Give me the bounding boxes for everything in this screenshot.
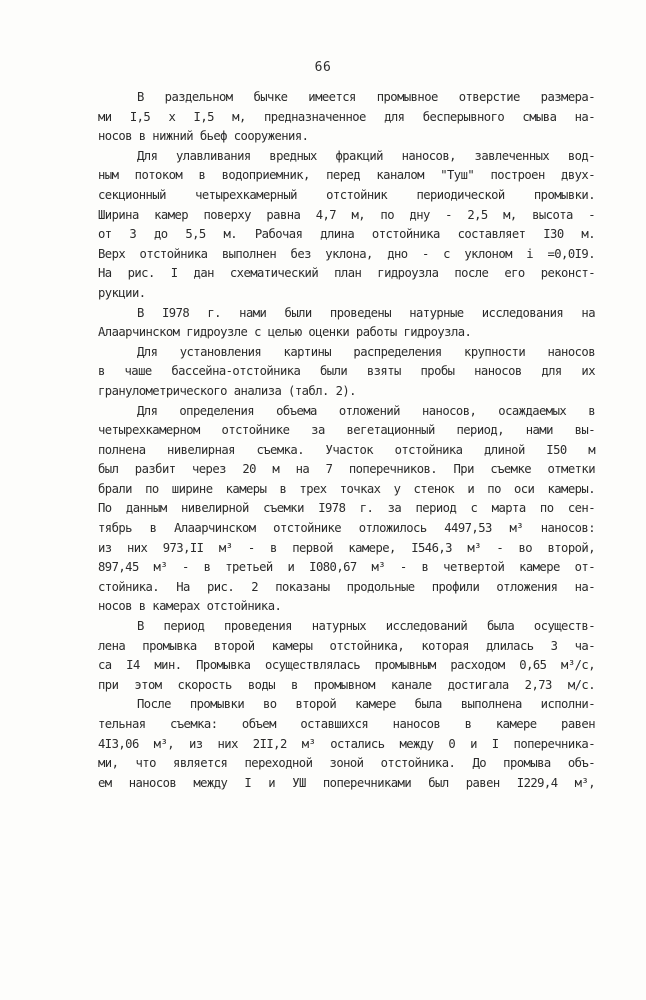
text-line: Верх отстойника выполнен без уклона, дно - с уклоном i =0,0I9.	[98, 246, 595, 261]
text-line: тябрь в Алаарчинском отстойнике отложилось 4497,53 м³ наносов:	[98, 521, 595, 536]
text-line: стойника. На рис. 2 показаны продольные профили отложения на-	[98, 579, 595, 594]
text-line: из них 973,II м³ - в первой камере, I546,3 м³ - во второй,	[98, 540, 595, 555]
text-line: лена промывка второй камеры отстойника, которая длилась 3 ча-	[98, 638, 595, 653]
text-line: брали по ширине камеры в трех точках у стенок и по оси камеры.	[98, 481, 595, 496]
text-line: рукции.	[98, 285, 146, 300]
text-line: секционный четырехкамерный отстойник периодической промывки.	[98, 187, 595, 202]
text-line: ным потоком в водоприемник, перед каналом "Туш" построен двух-	[98, 168, 595, 183]
text-line: В I978 г. нами были проведены натурные исследования на	[137, 305, 595, 320]
text-line: ем наносов между I и УШ поперечниками был равен I229,4 м³,	[98, 775, 595, 790]
text-line: тельная съемка: объем оставшихся наносов в камере равен	[98, 717, 595, 731]
text-line: Для улавливания вредных фракций наносов, завлеченных вод-	[137, 148, 595, 163]
text-line: са I4 мин. Промывка осуществлялась промывным расходом 0,65 м³/с,	[98, 658, 595, 673]
text-line: был разбит через 20 м на 7 поперечников. При съемке отметки	[98, 462, 595, 477]
text-line: четырехкамерном отстойнике за вегетационный период, нами вы-	[98, 423, 595, 438]
text-line: полнена нивелирная съемка. Участок отстойника длиной I50 м	[98, 442, 595, 457]
text-line: гранулометрического анализа (табл. 2).	[98, 383, 356, 398]
body-text	[98, 88, 595, 793]
text-line: Для установления картины распределения крупности наносов	[137, 344, 595, 359]
text-line: в чаше бассейна-отстойника были взяты пробы наносов для их	[98, 364, 595, 379]
text-line: На рис. I дан схематический план гидроузла после его реконст-	[98, 266, 595, 281]
text-line: носов в камерах отстойника.	[98, 599, 282, 614]
text-line: В раздельном бычке имеется промывное отверстие размера-	[137, 90, 595, 104]
page-number: 66	[314, 60, 332, 75]
text-line: ми, что является переходной зоной отстойника. До промыва объ-	[98, 756, 595, 771]
text-line: После промывки во второй камере была выполнена исполни-	[137, 697, 595, 712]
text-line: 897,45 м³ - в третьей и I080,67 м³ - в четвертой камере от-	[98, 560, 595, 575]
text-line: ми I,5 х I,5 м, предназначенное для бесперывного смыва на-	[98, 109, 595, 124]
text-line: 4I3,06 м³, из них 2II,2 м³ остались между 0 и I поперечника-	[98, 736, 595, 751]
text-line: Для определения объема отложений наносов, осаждаемых в	[137, 403, 595, 418]
text-line: носов в нижний бьеф сооружения.	[98, 129, 309, 144]
text-line: при этом скорость воды в промывном канале достигала 2,73 м/с.	[98, 677, 595, 692]
text-line: от 3 до 5,5 м. Рабочая длина отстойника составляет I30 м.	[98, 227, 595, 242]
text-line: Алаарчинском гидроузле с целью оценки работы гидроузла.	[98, 325, 472, 340]
text-line: Ширина камер поверху равна 4,7 м, по дну - 2,5 м, высота -	[98, 207, 595, 222]
text-line: По данным нивелирной съемки I978 г. за период с марта по сен-	[98, 501, 595, 516]
text-line: В период проведения натурных исследований была осуществ-	[137, 619, 595, 634]
